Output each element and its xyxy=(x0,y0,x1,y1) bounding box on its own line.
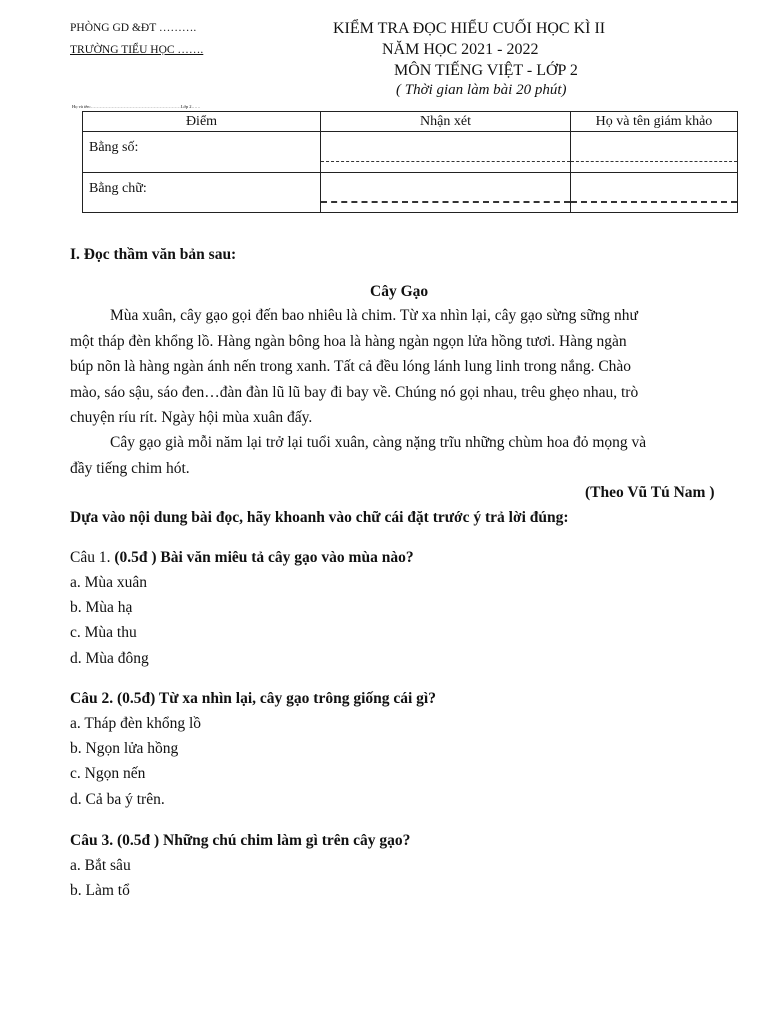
score-column-header: Điểm xyxy=(83,112,321,132)
examiner-cell-1[interactable] xyxy=(571,132,738,173)
question-3-option-a[interactable]: a. Bắt sâu xyxy=(70,857,131,874)
grade-table xyxy=(82,111,738,213)
comment-column-header: Nhận xét xyxy=(321,112,571,132)
question-1 xyxy=(70,549,414,567)
passage-line: mào, sáo sậu, sáo đen…đàn đàn lũ lũ bay đi bay về. Chúng nó gọi nhau, trêu ghẹo nhau, trò xyxy=(70,384,639,401)
question-1-option-d[interactable]: d. Mùa đông xyxy=(70,650,149,667)
question-2-option-d[interactable]: d. Cả ba ý trên. xyxy=(70,791,165,808)
passage-line: một tháp đèn khổng lồ. Hàng ngàn bông hoa là hàng ngàn ngọn lửa hồng tươi. Hàng ngàn xyxy=(70,333,627,350)
question-1-text: (0.5đ ) Bài văn miêu tả cây gạo vào mùa nào? xyxy=(114,549,414,566)
comment-cell-1[interactable] xyxy=(321,132,571,173)
school-label: TRƯỜNG TIỂU HỌC ……. xyxy=(70,44,204,56)
examiner-cell-2[interactable] xyxy=(571,172,738,213)
passage-line: búp nõn là hàng ngàn ánh nến trong xanh. Tất cả đều lóng lánh lung linh trong nắng. Chào xyxy=(70,358,632,375)
passage-line: Cây gạo già mỗi năm lại trở lại tuổi xuân, càng nặng trĩu những chùm hoa đỏ mọng và xyxy=(110,434,647,451)
score-word-cell[interactable] xyxy=(83,172,321,213)
passage-line: chuyện ríu rít. Ngày hội mùa xuân đấy. xyxy=(70,409,313,426)
comment-cell-2[interactable] xyxy=(321,172,571,213)
question-1-option-b[interactable]: b. Mùa hạ xyxy=(70,599,133,616)
question-1-prefix: Câu 1. xyxy=(70,549,115,566)
score-number-cell[interactable] xyxy=(83,132,321,173)
question-2-option-a[interactable]: a. Tháp đèn khổng lồ xyxy=(70,715,202,732)
question-2-option-c[interactable]: c. Ngọn nến xyxy=(70,765,146,782)
student-name-line[interactable]: Họ và tên:……………………………………………………Lớp 2…… xyxy=(72,104,201,109)
department-label: PHÒNG GD &ĐT ………. xyxy=(70,22,197,34)
score-word-label: Bằng chữ: xyxy=(89,180,147,196)
examiner-column-header: Họ và tên giám khảo xyxy=(571,112,738,132)
section-heading: I. Đọc thầm văn bản sau: xyxy=(70,246,237,263)
passage-source: (Theo Vũ Tú Nam ) xyxy=(585,484,715,501)
question-3-option-b[interactable]: b. Làm tổ xyxy=(70,882,130,899)
question-2-text: Câu 2. (0.5đ) Từ xa nhìn lại, cây gạo trông giống cái gì? xyxy=(70,690,436,707)
exam-title: KIỂM TRA ĐỌC HIỂU CUỐI HỌC KÌ II xyxy=(333,20,606,37)
question-1-option-c[interactable]: c. Mùa thu xyxy=(70,624,137,641)
instruction-text: Dựa vào nội dung bài đọc, hãy khoanh vào chữ cái đặt trước ý trả lời đúng: xyxy=(70,509,569,526)
time-limit: ( Thời gian làm bài 20 phút) xyxy=(396,82,567,98)
question-3-text: Câu 3. (0.5đ ) Những chú chim làm gì trên cây gạo? xyxy=(70,832,411,849)
question-1-option-a[interactable]: a. Mùa xuân xyxy=(70,574,148,591)
story-title: Cây Gạo xyxy=(370,283,429,300)
school-year: NĂM HỌC 2021 - 2022 xyxy=(382,41,539,58)
subject-label: MÔN TIẾNG VIỆT - LỚP 2 xyxy=(394,62,578,79)
passage-line: đầy tiếng chim hót. xyxy=(70,460,190,477)
score-number-label: Bằng số: xyxy=(89,140,139,155)
passage-line: Mùa xuân, cây gạo gọi đến bao nhiêu là chim. Từ xa nhìn lại, cây gạo sừng sững như xyxy=(110,307,638,324)
question-2-option-b[interactable]: b. Ngọn lửa hồng xyxy=(70,740,179,757)
